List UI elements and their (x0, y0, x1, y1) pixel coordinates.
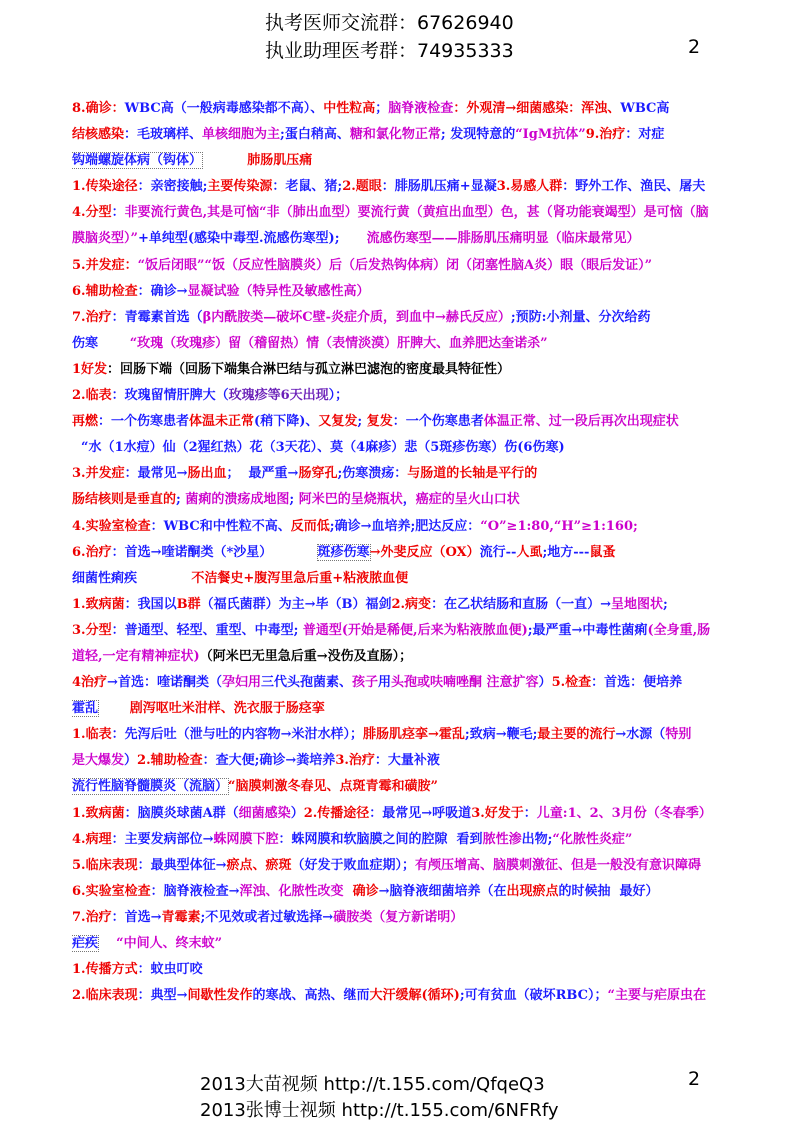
text-segment: ） (290, 805, 304, 821)
text-segment: 体温未正常 (189, 414, 255, 430)
text-segment: 糖和氯化物正常 (349, 127, 441, 143)
section-heading: 霍乱 (72, 701, 99, 717)
text-segment: →脑脊液细菌培养（在 (378, 883, 507, 899)
text-segment (98, 336, 130, 351)
text-segment: 阿米巴的呈烧瓶状 (298, 492, 403, 508)
text-segment: 结核感染 (72, 127, 125, 143)
text-segment: ：老鼠、猪; (272, 179, 343, 195)
text-segment: 1.临表 (72, 727, 112, 743)
text-segment: 肠结核则是垂直的 (72, 492, 177, 508)
text-segment: 孕妇用 (221, 675, 261, 691)
text-segment: ：典型→ (137, 988, 188, 1004)
text-line (72, 514, 784, 540)
text-segment: ：腓肠肌压痛+显凝 (381, 179, 497, 195)
text-segment: 大汗缓解(循环) (369, 988, 460, 1004)
text-segment: ：普通型、轻型、重型、中毒型; (111, 622, 303, 638)
text-segment: →外斐反应（OX） (369, 544, 480, 560)
footer-video-link-1: 2013大苗视频 http://t.155.com/QfqeQ3 (200, 1074, 545, 1095)
text-segment: 剧泻呕吐米泔样、洗衣服于肠痉挛 (129, 701, 325, 717)
text-segment: 普通型(开始是稀便,后来为粘液脓血便) (302, 622, 528, 638)
text-segment: ; (662, 596, 668, 612)
text-segment (202, 153, 247, 168)
text-segment: 复发 (366, 414, 393, 430)
text-line (72, 722, 784, 748)
text-segment: ） (124, 753, 138, 769)
text-segment: (全身重,肠 (647, 622, 711, 638)
text-segment: 浑浊、化脓性改变 (239, 883, 344, 899)
text-segment: 玫瑰疹等6天出现 (228, 388, 329, 404)
text-segment: “O”≥1:80,“H”≥1:160; (480, 518, 638, 534)
text-segment: ：在乙状结肠和直肠（一直）→ (431, 596, 611, 612)
document-body (72, 96, 784, 1016)
text-segment: ： (523, 805, 537, 821)
text-segment: 菌痢的溃疡成地图 (185, 492, 290, 508)
text-segment: 体温正常、过一段后再次出现症状 (483, 414, 679, 430)
text-line (72, 226, 784, 252)
text-segment: ：回肠下端（回肠下端集合淋巴结与孤立淋巴滤泡的密度最具特征性） (107, 361, 511, 377)
text-segment: ）； (328, 388, 349, 404)
text-segment: ：脑脊液检查→ (150, 883, 240, 899)
text-segment: ：最常见→呼吸道 (369, 805, 472, 821)
text-line (72, 670, 784, 696)
text-segment: 肠出血 (187, 466, 227, 482)
section-heading: 钩端螺旋体病（钩体） (72, 153, 203, 169)
text-line (72, 383, 784, 409)
text-segment: 伤寒 (72, 335, 99, 351)
text-segment: 4.病理 (72, 831, 112, 847)
text-segment: 磺胺类（复方新诺明） (333, 909, 464, 925)
text-segment: “中间人、终末蚊” (116, 936, 223, 951)
text-segment: 中性粒高 (323, 101, 376, 116)
text-segment: ：亲密接触; (137, 179, 208, 195)
text-segment: 2.病变 (391, 596, 432, 612)
text-segment: 6.治疗 (72, 544, 112, 560)
text-segment: 2.辅助检查 (137, 753, 203, 769)
text-segment: 6.辅助检查 (72, 283, 138, 299)
text-segment: ：毛玻璃样、 (124, 127, 203, 143)
text-segment: 蛛网膜下腔 (213, 831, 279, 847)
text-segment: “玫瑰（玫瑰疹）留（稽留热）情（表情淡漠）肝脾大、血养肥达奎诺杀” (129, 335, 548, 351)
text-segment: 非要流行黄色,其是可恼“非（肺出血型）要流行黄（黄疸出血型）色，甚（肾功能衰竭型）是可恼（脑 (124, 205, 709, 221)
text-segment: “脑膜刺激冬春见、点斑青霉和磺胺” (228, 779, 438, 795)
text-segment: ：WBC和中性粒不高、 (150, 518, 291, 534)
text-segment: 5.临床表现 (72, 857, 138, 873)
text-line (72, 487, 784, 513)
text-segment: “IgM抗体” (515, 127, 586, 143)
text-line (72, 774, 784, 800)
text-segment: ：首选：便培养 (591, 675, 683, 691)
text-segment: ：最常见→ (124, 466, 188, 482)
text-segment: 肺肠肌压痛 (247, 153, 313, 169)
text-segment: （福氏菌群）为主→毕（B）福剑 (200, 596, 392, 612)
text-line (72, 148, 784, 174)
text-segment: →水源（ (615, 727, 666, 743)
text-line (72, 983, 784, 1009)
text-line (72, 618, 784, 644)
text-segment: β内酰胺类—破坏C壁-炎症介质，到血中→赫氏反应） (202, 309, 511, 325)
header-page-number: 2 (688, 36, 701, 58)
text-line (72, 957, 784, 983)
text-segment: “水（1水痘）仙（2猩红热）花（3天花）、莫（4麻疹）悲（5斑疹伤寒）伤(6伤寒) (72, 440, 565, 456)
text-segment: ：主要发病部位→ (111, 831, 214, 847)
text-segment: WBC高（一般病毒感染都不高）、 (124, 101, 324, 116)
text-segment: 间歇性发作 (187, 988, 253, 1004)
text-segment: 鼠蚤 (589, 544, 616, 560)
text-segment: （好发于败血症期）； (291, 857, 416, 873)
text-segment: 流行-- (479, 544, 517, 560)
text-segment: ：脑膜炎球菌A群（ (124, 805, 239, 821)
text-line (72, 409, 784, 435)
text-segment: 单核细胞为主 (202, 127, 281, 143)
text-segment: 显凝试验（特异性及敏感性高） (187, 283, 370, 299)
text-segment: ：确诊→ (137, 283, 188, 299)
text-segment: ;可有贫血（破坏RBC）； (459, 988, 608, 1004)
text-line (72, 96, 784, 122)
text-segment: ：一个伤寒患者 (98, 414, 190, 430)
text-segment: “饭（反应性脑膜炎）后（后发热钩体病）闭（闭塞性脑A炎）眼（眼后发证）” (204, 257, 653, 273)
text-segment: 3.易感人群 (496, 179, 563, 195)
text-line (72, 461, 784, 487)
text-segment: 瘀点、瘀斑 (226, 857, 292, 873)
text-segment (340, 231, 367, 246)
text-segment: ：查大便;确诊→粪培养 (202, 753, 336, 769)
text-segment (137, 571, 191, 586)
text-segment: 最主要的流行 (537, 727, 616, 743)
text-segment: B群 (176, 596, 201, 612)
text-segment: 2.题眼 (342, 179, 382, 195)
text-line (72, 644, 784, 670)
text-line (72, 905, 784, 931)
text-segment: 的时候抽 最好） (558, 883, 659, 899)
text-segment: 呈地图状 (610, 596, 663, 612)
text-segment: 1.致病菌 (72, 596, 125, 612)
header-qq-group-2: 执业助理医考群：74935333 (265, 40, 514, 62)
text-segment: ， (402, 492, 416, 508)
text-line (72, 331, 784, 357)
section-heading: 斑疹伤寒 (317, 544, 370, 560)
text-segment: 膜脑炎型）” (72, 231, 138, 247)
text-segment: ； (375, 101, 389, 116)
text-segment: “饭后闭眼” (137, 257, 205, 273)
text-segment: 主要传染源 (207, 179, 273, 195)
text-segment: ：最典型体征→ (137, 857, 227, 873)
text-segment: ： (111, 205, 125, 221)
text-segment (98, 701, 130, 716)
text-segment: 流感伤寒型——腓肠肌压痛明显（临床最常见） (366, 231, 640, 247)
text-segment: 2.传播途径 (303, 805, 370, 821)
text-segment: 细菌性痢疾 (72, 570, 138, 586)
text-line (72, 305, 784, 331)
text-segment: 3.好发于 (471, 805, 524, 821)
text-segment: ：青霉素首选（ (111, 309, 203, 325)
text-line (72, 435, 784, 461)
text-segment: ：我国以 (124, 596, 177, 612)
text-segment: 孩子 (351, 675, 378, 691)
text-segment: 道轻,一定有精神症状) (72, 648, 200, 664)
text-line (72, 357, 784, 383)
text-segment: 与肠道的长轴是平行的 (407, 466, 538, 482)
text-line (72, 566, 784, 592)
text-segment: 2.临表 (72, 388, 112, 404)
text-segment: 1好发 (72, 361, 108, 377)
text-segment: 8.确诊： (72, 101, 125, 116)
text-segment: ;致病→鞭毛; (464, 727, 538, 743)
text-segment: 2.临床表现 (72, 988, 138, 1004)
text-segment: ; (176, 492, 186, 508)
text-segment: 3.分型 (72, 622, 112, 638)
text-segment: ） (538, 675, 552, 691)
text-segment: 9.治疗 (585, 127, 626, 143)
text-segment: 是大爆发 (72, 753, 125, 769)
text-segment: 7.治疗 (72, 909, 112, 925)
text-line (72, 696, 784, 722)
text-segment (272, 545, 317, 560)
text-segment: 脓性渗 (482, 831, 522, 847)
text-line (72, 853, 784, 879)
text-segment: 3.并发症 (72, 466, 125, 482)
text-segment: 6.实验室检查 (72, 883, 151, 899)
text-segment: 细菌感染 (238, 805, 291, 821)
text-segment: ：野外工作、渔民、屠夫 (562, 179, 706, 195)
text-segment: 1.传播方式 (72, 962, 138, 978)
text-line (72, 748, 784, 774)
text-segment: 癌症的呈火山口状 (415, 492, 520, 508)
text-segment: 有颅压增高、脑膜刺激征、但是一般没有意识障碍 (415, 857, 702, 873)
text-segment: ;不见效或者过敏选择→ (200, 909, 334, 925)
text-line (72, 540, 784, 566)
text-segment: 青霉素 (161, 909, 201, 925)
text-segment: ：首选→喹诺酮类（*沙星） (111, 544, 273, 560)
text-segment: ;预防:小剂量、分次给药 (510, 309, 651, 325)
text-segment: 反而低 (290, 518, 330, 534)
text-segment: ：蛛网膜和软脑膜之间的腔隙 看到 (278, 831, 483, 847)
text-segment: ：首选→ (111, 909, 162, 925)
text-segment: 1.传染途径 (72, 179, 138, 195)
text-segment: →首选：喹诺酮类（ (107, 675, 222, 691)
text-line (72, 200, 784, 226)
text-segment (98, 936, 116, 951)
text-segment: ：先泻后吐（泄与吐的内容物→米泔水样）； (111, 727, 363, 743)
text-segment: 4.分型 (72, 205, 112, 221)
section-heading: 流行性脑脊髓膜炎（流脑） (72, 779, 229, 795)
text-segment: ; (357, 414, 367, 430)
text-segment: 的寒战、高热、继而 (252, 988, 370, 1004)
text-line (72, 801, 784, 827)
text-segment: “主要与疟原虫在 (607, 988, 706, 1004)
text-segment: 再燃 (72, 414, 99, 430)
text-segment: WBC高 (620, 101, 670, 116)
text-segment: ; (289, 492, 299, 508)
text-segment: 用 (378, 675, 392, 691)
text-segment: 肠穿孔 (298, 466, 338, 482)
text-segment: ：蚊虫叮咬 (137, 962, 203, 978)
text-line (72, 122, 784, 148)
text-segment: 出现瘀点 (506, 883, 559, 899)
text-segment: 4.实验室检查 (72, 518, 151, 534)
text-segment: ：外观清→细菌感染：浑浊、 (453, 101, 621, 116)
text-segment: ：一个伤寒患者 (392, 414, 484, 430)
text-segment: 7.治疗 (72, 309, 112, 325)
text-line (72, 174, 784, 200)
text-line (72, 827, 784, 853)
text-segment: 脑脊液检查 (388, 101, 454, 116)
text-line (72, 879, 784, 905)
header-qq-group-1: 执考医师交流群：67626940 (265, 12, 514, 34)
text-segment: 又复发 (318, 414, 358, 430)
text-segment: ;蛋白稍高、 (280, 127, 350, 143)
text-segment: ;最严重→中毒性菌痢 (527, 622, 648, 638)
text-segment: (稍下降)、 (254, 414, 319, 430)
text-segment: ;确诊→血培养;肥达反应： (329, 518, 481, 534)
text-segment: （阿米巴无里急后重→没伤及直肠）； (199, 648, 413, 664)
text-line (72, 253, 784, 279)
text-segment (344, 884, 353, 899)
text-line (72, 279, 784, 305)
text-segment: 3.治疗 (335, 753, 375, 769)
text-segment: 人虱 (516, 544, 543, 560)
text-segment: 确诊 (352, 883, 379, 899)
text-segment: ;地方--- (542, 544, 590, 560)
text-line (72, 592, 784, 618)
text-segment: 头孢或呋喃唑酮 注意扩容 (391, 675, 539, 691)
text-segment: 5.检查 (551, 675, 592, 691)
text-line (72, 931, 784, 957)
text-segment: 儿童:1、2、3月份（冬春季） (536, 805, 712, 821)
text-segment: +单纯型(感染中毒型.流感伤寒型); (137, 231, 340, 247)
footer-video-link-2: 2013张博士视频 http://t.155.com/6NFRfy (200, 1100, 559, 1121)
text-segment: 三代头孢菌素、 (260, 675, 352, 691)
text-segment: “化脓性炎症” (552, 831, 633, 847)
text-segment: 5.并发症： (72, 257, 138, 273)
text-segment: ：对症 (625, 127, 665, 143)
text-segment: 不洁餐史+腹泻里急后重+粘液脓血便 (191, 570, 409, 586)
text-segment: ;伤寒溃疡： (337, 466, 408, 482)
text-segment: 1.致病菌 (72, 805, 125, 821)
footer-page-number: 2 (688, 1068, 701, 1090)
text-segment: ; 发现特意的 (440, 127, 516, 143)
text-segment: ； 最严重→ (226, 466, 299, 482)
section-heading: 疟疾 (72, 936, 99, 951)
text-segment: 4治疗 (72, 675, 108, 691)
text-segment: 特别 (665, 727, 692, 743)
text-segment: ：玫瑰留情肝脾大（ (111, 388, 229, 404)
text-segment: 腓肠肌痉挛→霍乱 (362, 727, 465, 743)
text-segment: 出物; (521, 831, 553, 847)
text-segment: ：大量补液 (374, 753, 440, 769)
